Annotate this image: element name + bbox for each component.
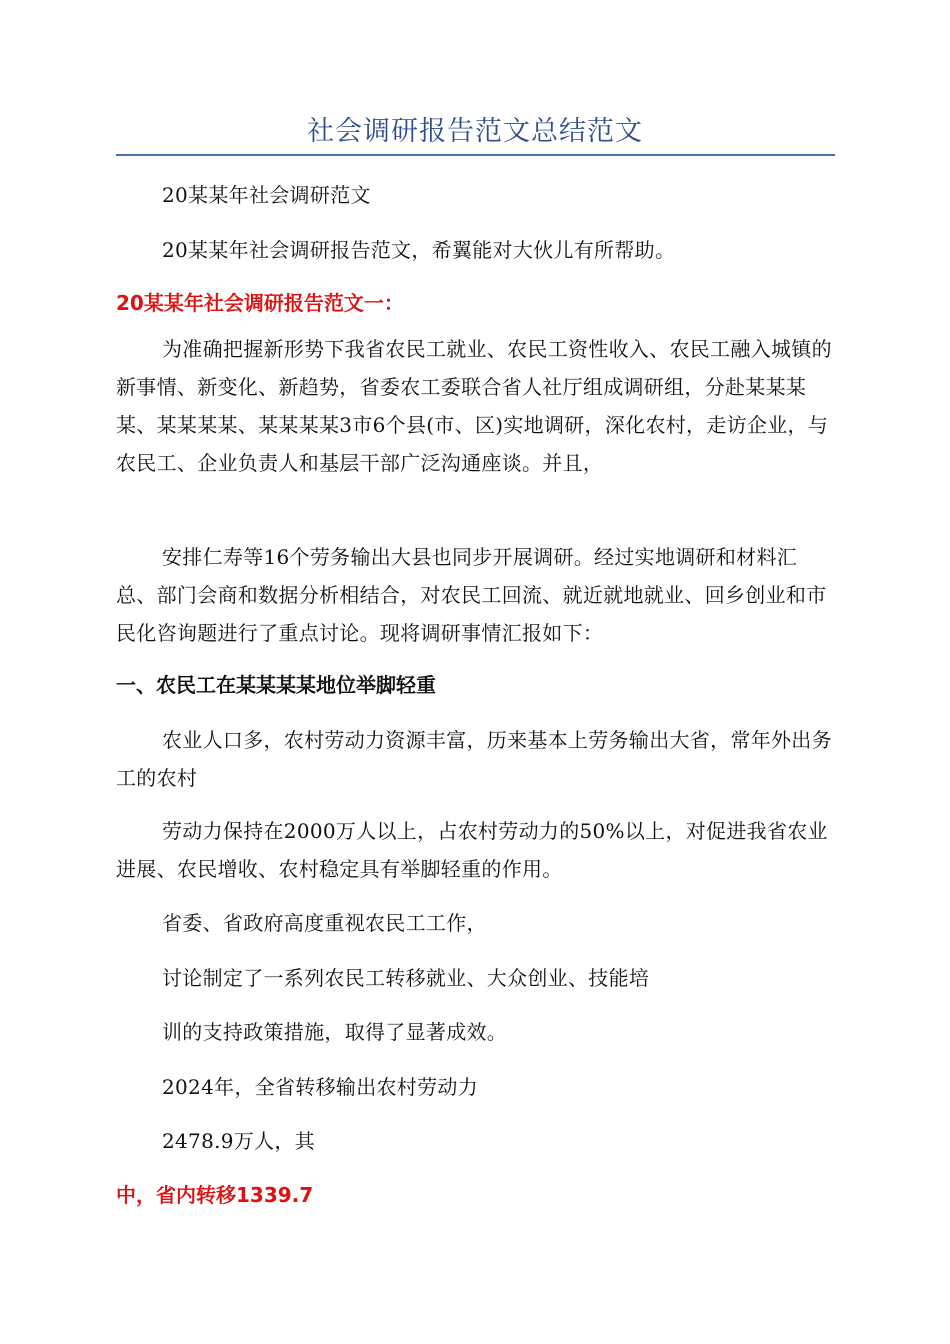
paragraph-population: 农业人口多，农村劳动力资源丰富，历来基本上劳务输出大省，常年外出务工的农村 <box>116 728 832 790</box>
section-heading-one: 一、农民工在某某某某地位举脚轻重 <box>116 673 436 697</box>
paragraph-total: 2478.9万人，其 <box>162 1129 315 1153</box>
paragraph-intro-2: 20某某年社会调研报告范文，希翼能对大伙儿有所帮助。 <box>162 238 676 262</box>
paragraph-2024: 2024年，全省转移输出农村劳动力 <box>162 1075 478 1099</box>
paragraph-policies: 讨论制定了一系列农民工转移就业、大众创业、技能培 <box>162 966 650 990</box>
red-text-in-province: 中，省内转移1339.7 <box>116 1183 314 1207</box>
paragraph-government: 省委、省政府高度重视农民工工作， <box>162 911 487 935</box>
section-heading-report-one: 20某某年社会调研报告范文一： <box>116 291 404 315</box>
paragraph-background: 为准确把握新形势下我省农民工就业、农民工资性收入、农民工融入城镇的新事情、新变化、新趋势，省委农工委联合省人社厅组成调研组，分赴某某某某、某某某某、某某某某3市6个县(市、区)实地调研，深化农村，走访企业，与农民工、企业负责人和基层干部广泛沟通座谈。并且， <box>116 337 832 475</box>
title-underline <box>116 154 835 156</box>
paragraph-arrangement: 安排仁寿等16个劳务输出大县也同步开展调研。经过实地调研和材料汇总、部门会商和数据分析相结合，对农民工回流、就近就地就业、回乡创业和市民化咨询题进行了重点讨论。现将调研事情汇报如下： <box>116 545 827 645</box>
paragraph-intro-1: 20某某年社会调研范文 <box>162 183 371 207</box>
paragraph-labor-force: 劳动力保持在2000万人以上，占农村劳动力的50%以上，对促进我省农业进展、农民增收、农村稳定具有举脚轻重的作用。 <box>116 819 828 881</box>
document-title: 社会调研报告范文总结范文 <box>307 116 643 147</box>
paragraph-results: 训的支持政策措施，取得了显著成效。 <box>162 1020 508 1044</box>
